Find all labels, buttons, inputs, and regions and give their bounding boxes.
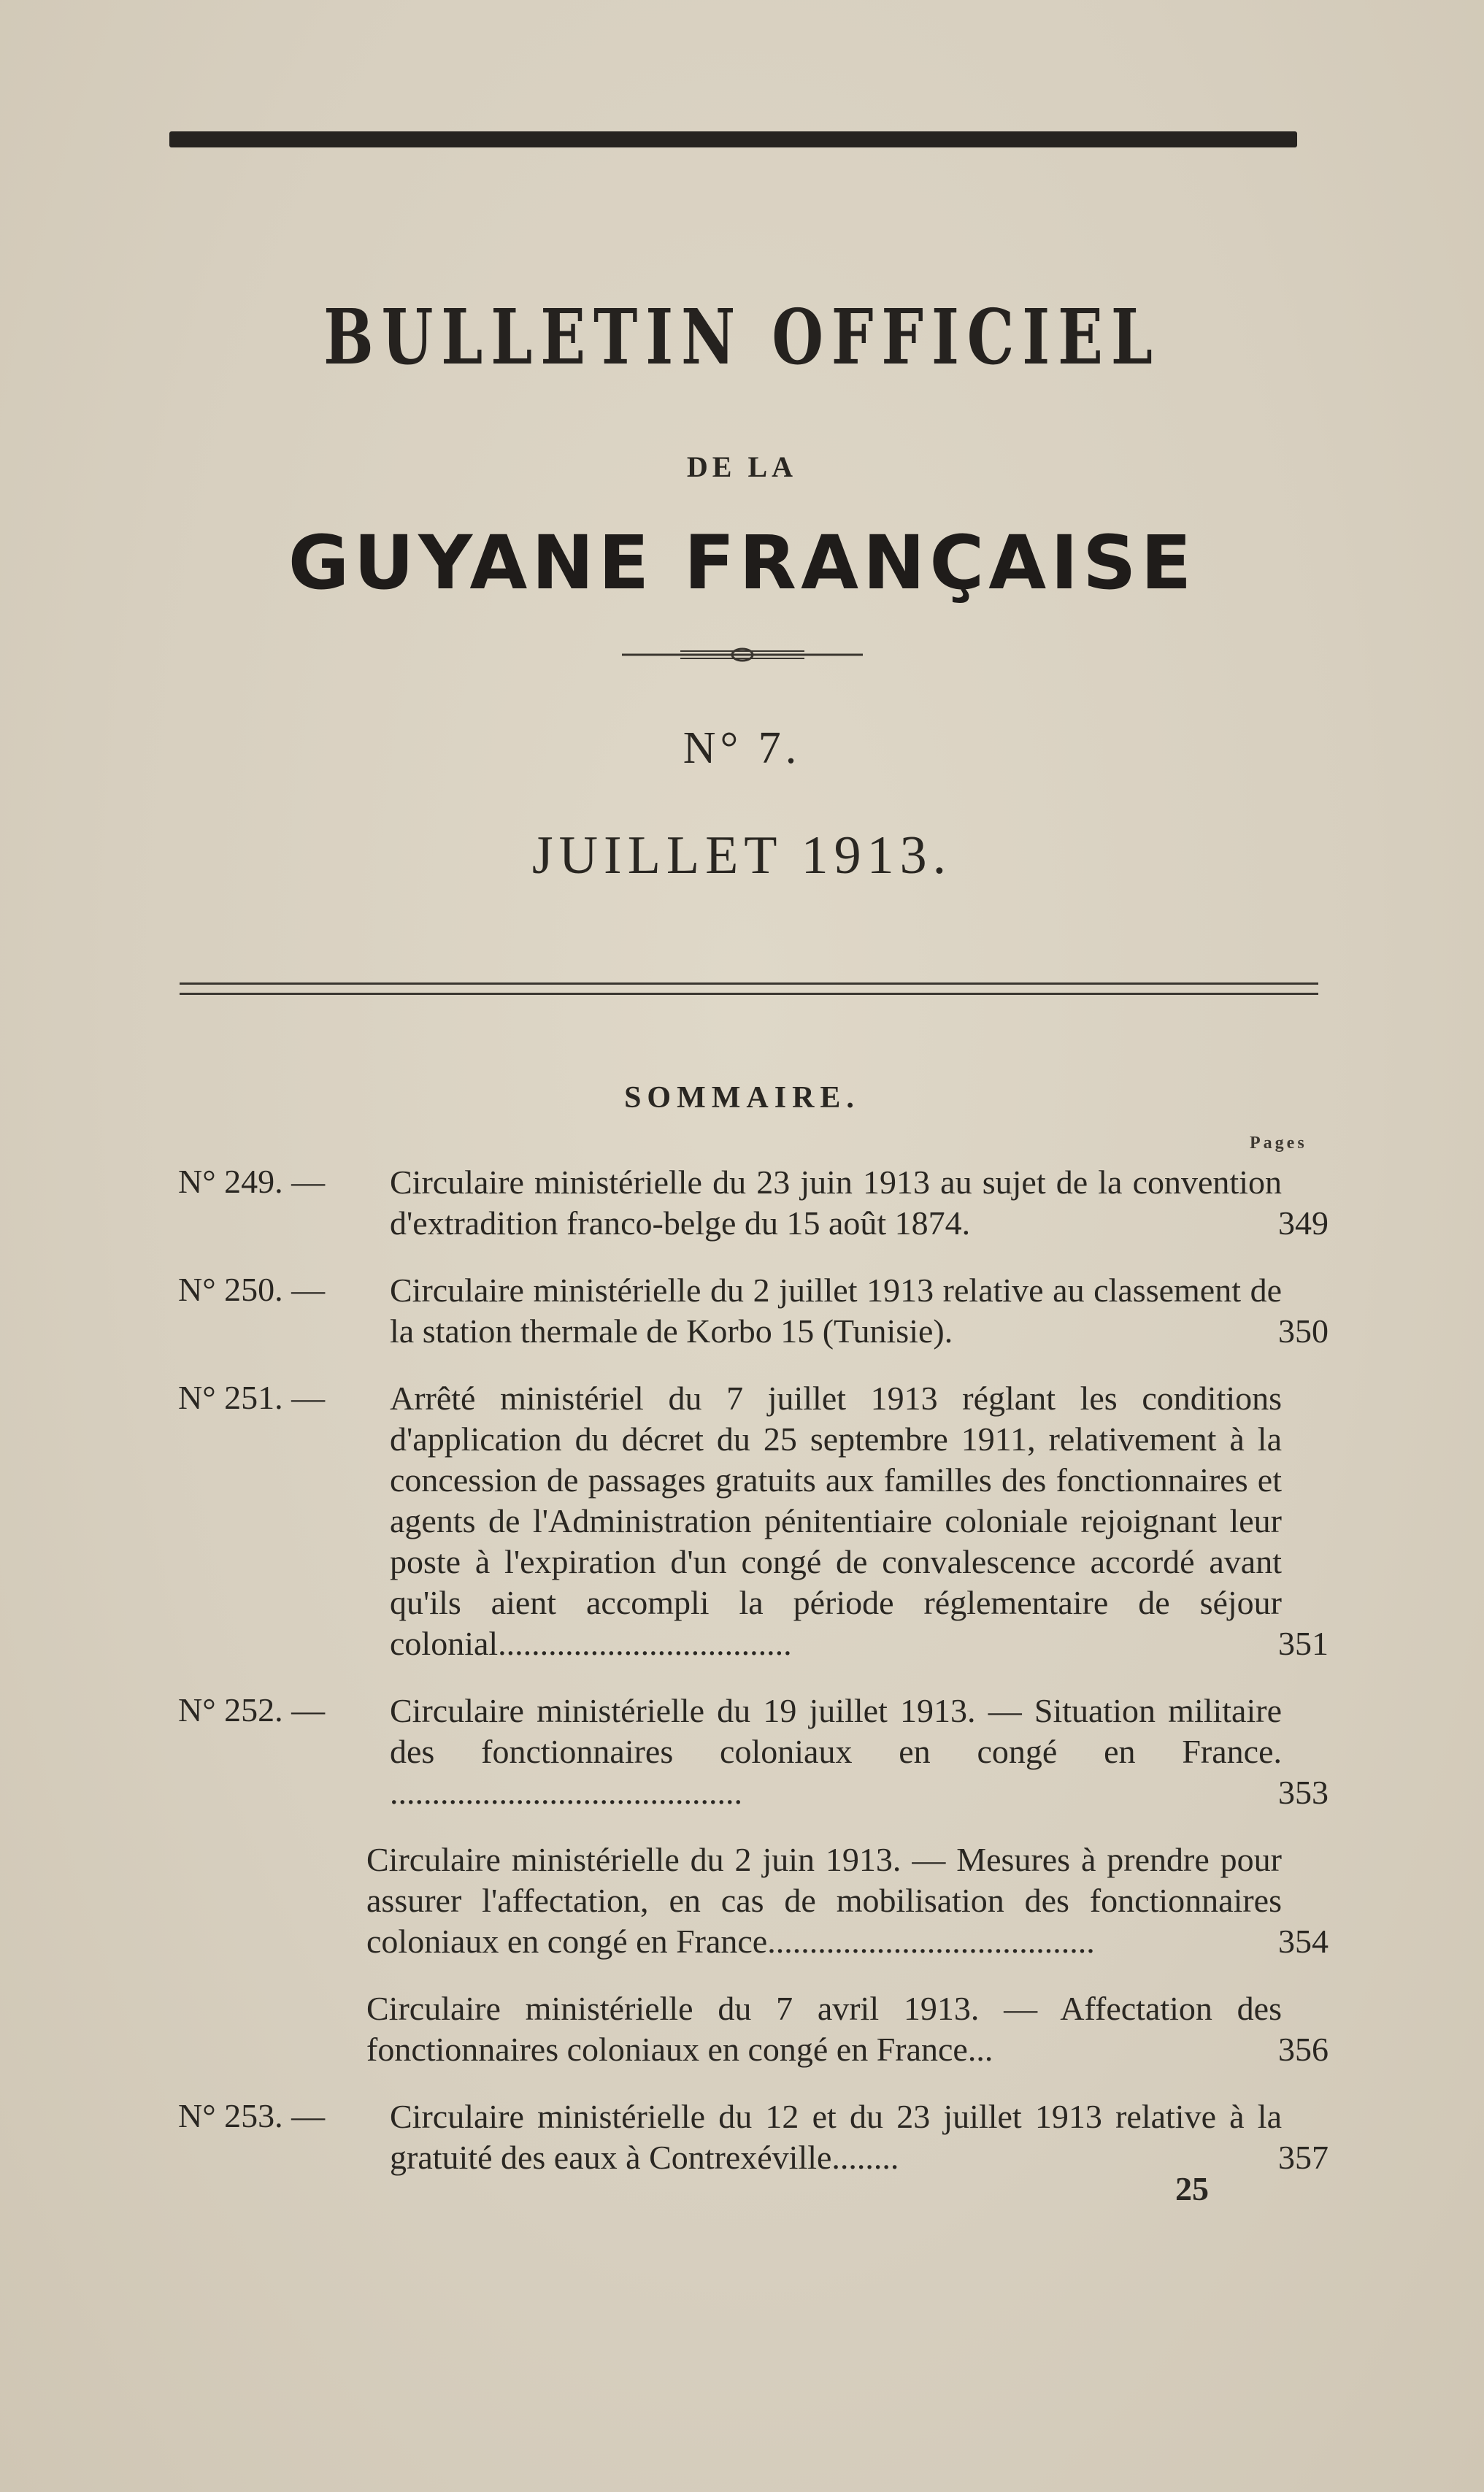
sommaire-list — [178, 1162, 1329, 2204]
signature-number: 25 — [1175, 2170, 1209, 2207]
top-rule — [169, 131, 1297, 147]
bulletin-title: BULLETIN OFFICIEL — [323, 292, 1161, 382]
entry-text: Circulaire ministérielle du 19 juillet 1913. — Situation militaire des fonctionnaires coloniaux en congé en France. .......................................... — [390, 1692, 1282, 1811]
sommaire-heading: SOMMAIRE. — [624, 1081, 860, 1115]
entry-page: 357 — [1278, 2139, 1329, 2176]
list-item — [178, 1988, 1329, 2070]
separator-rule-lower — [180, 993, 1318, 995]
entry-number: N° 252. — — [178, 1691, 326, 1728]
entry-page: 353 — [1278, 1774, 1329, 1811]
entry-number: N° 253. — — [178, 2097, 326, 2134]
entry-number: N° 249. — — [178, 1163, 326, 1200]
issue-date: JUILLET 1913. — [531, 826, 953, 885]
entry-page: 349 — [1278, 1204, 1329, 1242]
ornament-divider — [0, 644, 1484, 666]
entry-number: N° 251. — — [178, 1379, 326, 1416]
separator-rule-upper — [180, 982, 1318, 985]
entry-text: Circulaire ministérielle du 7 avril 1913. — Affectation des fonctionnaires coloniaux en congé en France... — [366, 1990, 1282, 2068]
list-item — [178, 1270, 1329, 1352]
list-item — [178, 1162, 1329, 1244]
list-item — [178, 1691, 1329, 1813]
entry-page: 356 — [1278, 2031, 1329, 2068]
colony-title: GUYANE FRANÇAISE — [288, 520, 1196, 607]
list-item — [178, 1839, 1329, 1962]
pages-column-label: Pages — [1250, 1134, 1307, 1153]
entry-text: Arrêté ministériel du 7 juillet 1913 réglant les conditions d'application du décret du 25 septembre 1911, relativement à la concession de passages gratuits aux familles des fonctionnaires et agents de l'Administration pénitentiaire coloniale rejoignant leur poste à l'expiration d'un congé de convalescence accordé avant qu'ils aient accompli la période réglementaire de séjour colonial................................... — [390, 1380, 1282, 1662]
entry-page: 354 — [1278, 1923, 1329, 1960]
list-item — [178, 2096, 1329, 2178]
entry-text: Circulaire ministérielle du 2 juillet 1913 relative au classement de la station thermale de Korbo 15 (Tunisie). — [390, 1272, 1282, 1350]
entry-text: Circulaire ministérielle du 2 juin 1913. — Mesures à prendre pour assurer l'affectation, en cas de mobilisation des fonctionnaires coloniaux en congé en France....................................... — [366, 1841, 1282, 1960]
entry-page: 350 — [1278, 1312, 1329, 1350]
entry-number: N° 250. — — [178, 1271, 326, 1308]
entry-text: Circulaire ministérielle du 23 juin 1913 au sujet de la convention d'extradition franco-belge du 15 août 1874. — [390, 1164, 1282, 1242]
title-connector: DE LA — [686, 450, 798, 483]
issue-number: N° 7. — [683, 723, 801, 773]
list-item — [178, 1378, 1329, 1664]
entry-page: 351 — [1278, 1625, 1329, 1662]
entry-text: Circulaire ministérielle du 12 et du 23 juillet 1913 relative à la gratuité des eaux à Contrexéville........ — [390, 2098, 1282, 2176]
